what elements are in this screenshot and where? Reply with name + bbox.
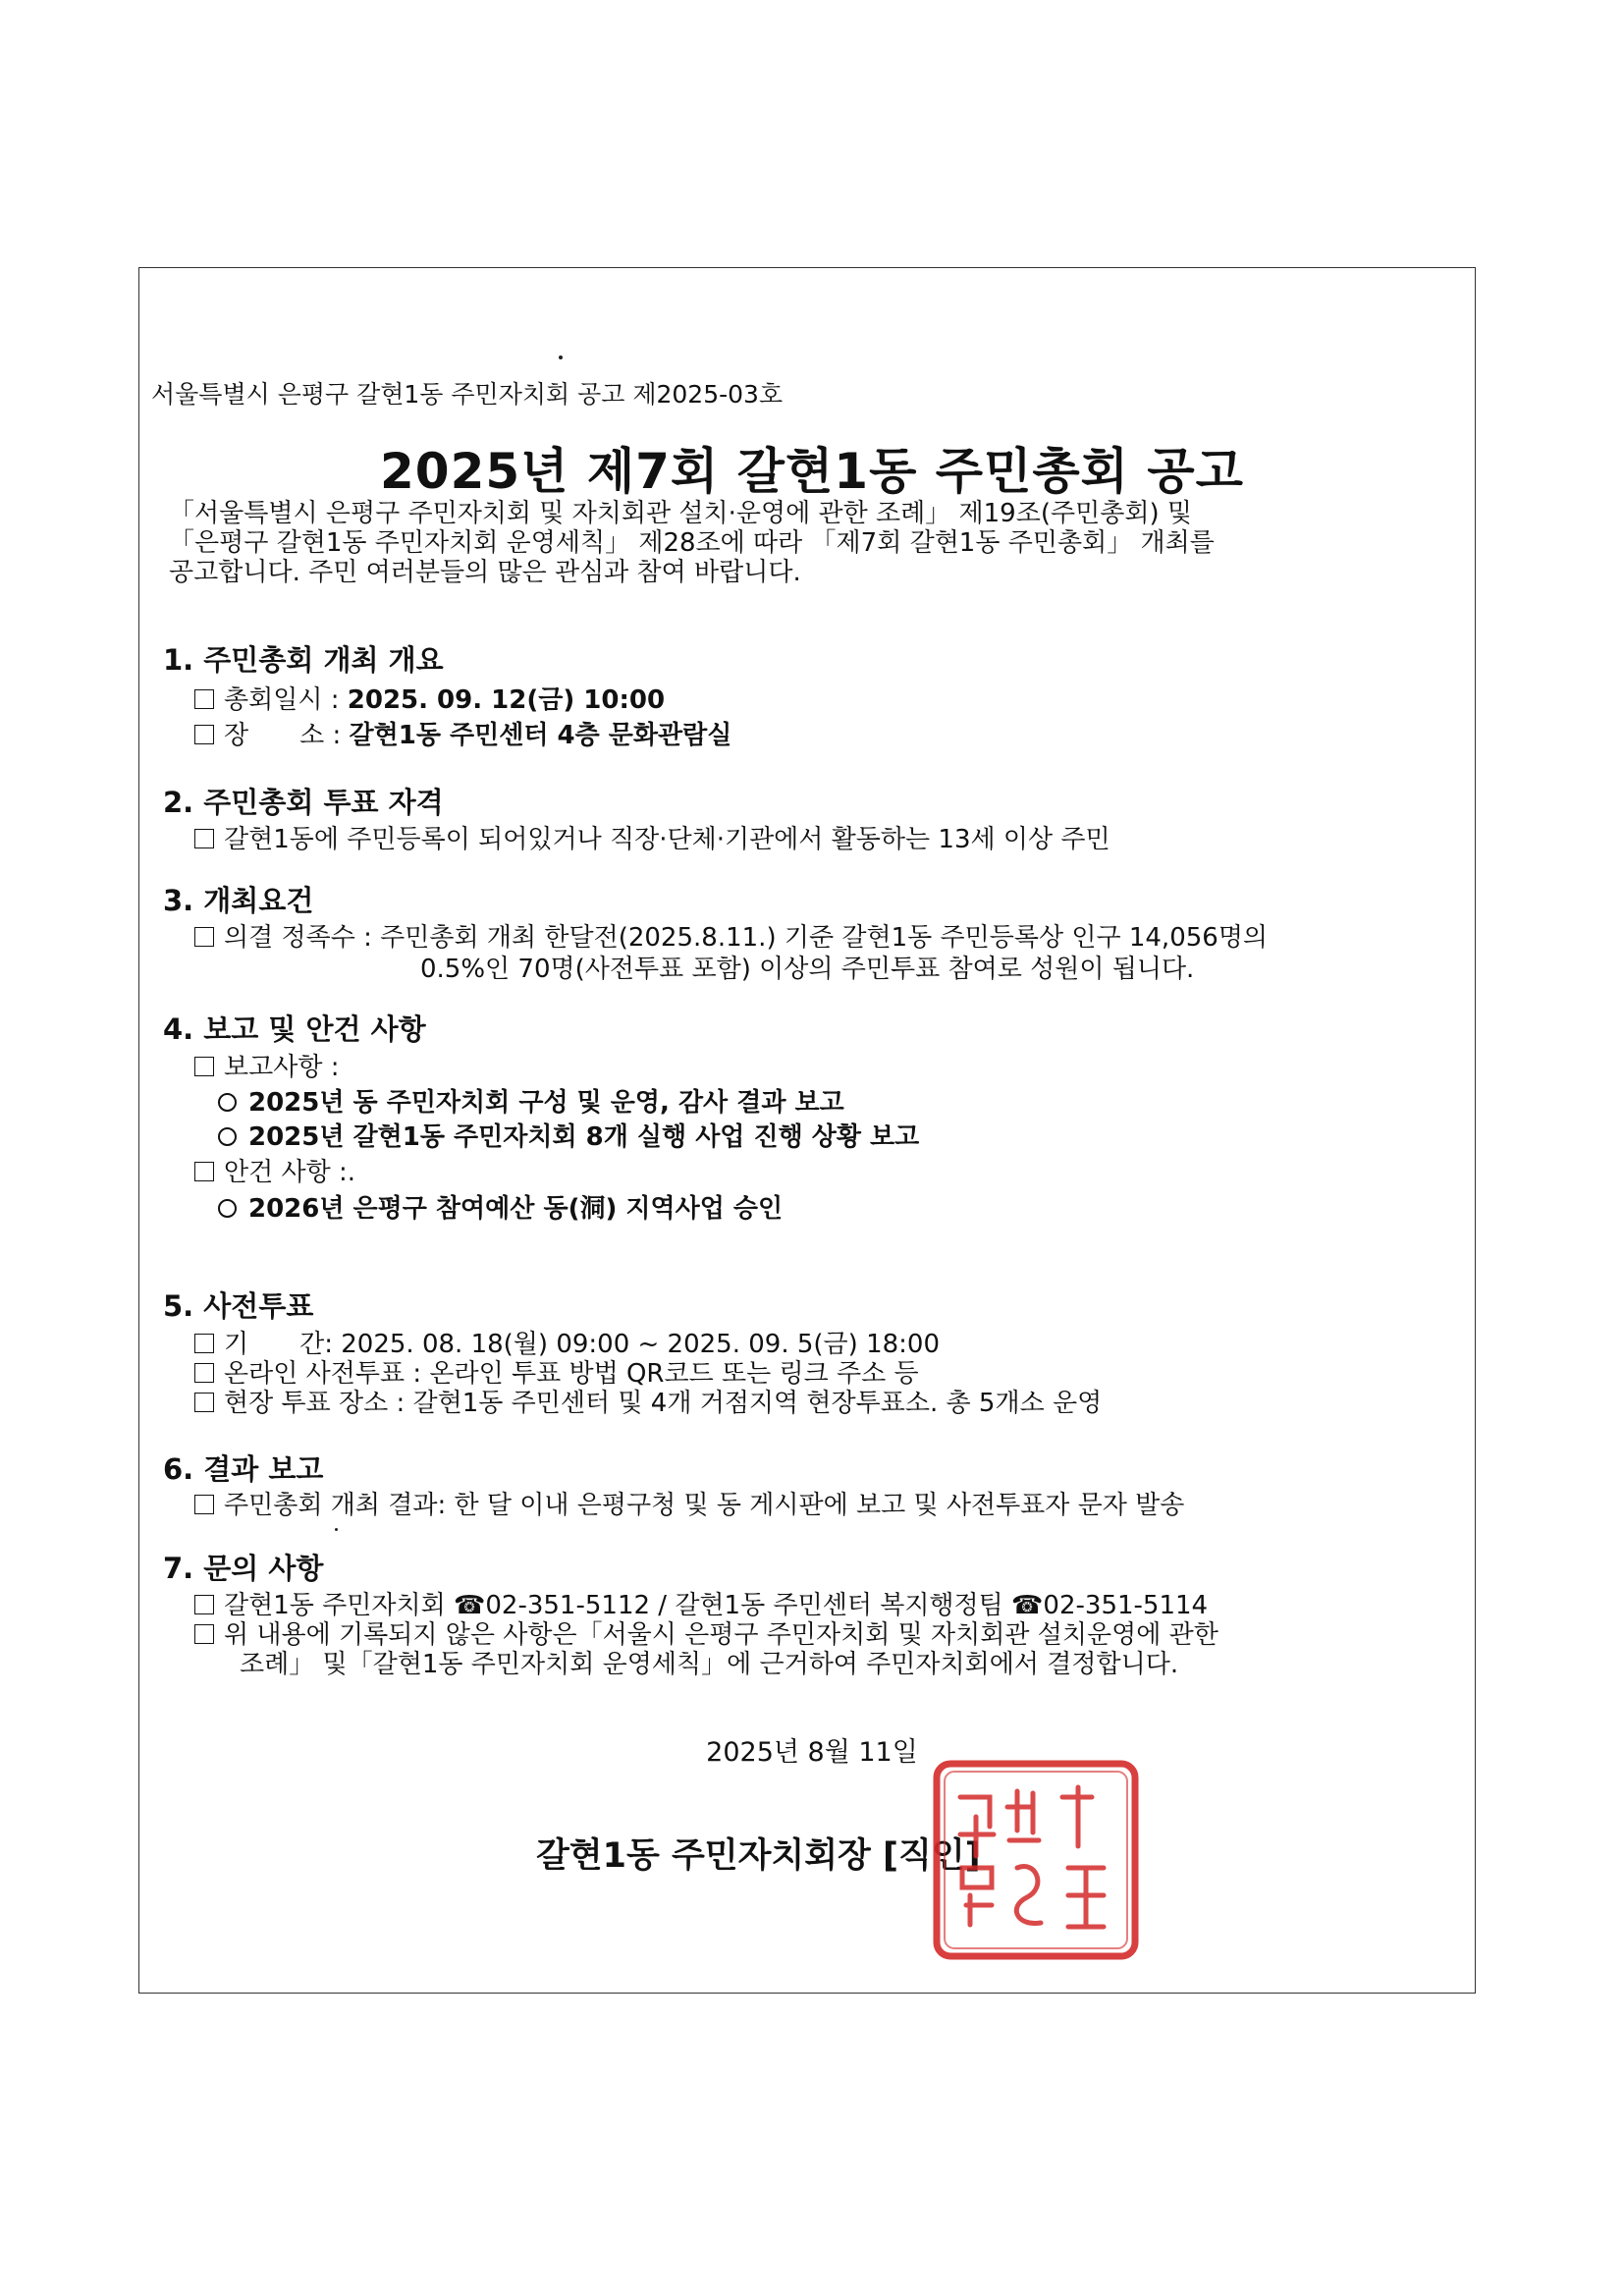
- scan-speck: [335, 1528, 338, 1531]
- signer-line: 갈현1동 주민자치회장 [직인]: [536, 1836, 981, 1876]
- section-6-heading: 6. 결과 보고: [163, 1452, 324, 1486]
- quorum-text: 의결 정족수 : 주민총회 개최 한달전(2025.8.11.) 기준 갈현1동 주민등록상 인구 14,056명의: [224, 923, 1269, 953]
- report-item: [218, 1117, 919, 1153]
- meeting-place-value: 갈현1동 주민센터 4층 문화관람실: [349, 721, 732, 750]
- note-text-continued: 조례」 및「갈현1동 주민자치회 운영세칙」에 근거하여 주민자치회에서 결정합니다.: [240, 1650, 1179, 1679]
- advance-vote-text: 현장 투표 장소 : 갈현1동 주민센터 및 4개 거점지역 현장투표소. 총 5개소 운영: [224, 1389, 1103, 1418]
- checkbox-icon: [194, 1057, 214, 1076]
- report-item-text: 2025년 동 주민자치회 구성 및 운영, 감사 결과 보고: [248, 1088, 844, 1118]
- report-label: 보고사항 :: [224, 1053, 340, 1082]
- voting-eligibility-item: [194, 819, 1110, 855]
- section-4-heading: 4. 보고 및 안건 사항: [163, 1012, 426, 1046]
- section-7-heading: 7. 문의 사항: [163, 1552, 324, 1585]
- quorum-text-continued: 0.5%인 70명(사전투표 포함) 이상의 주민투표 참여로 성원이 됩니다.: [420, 955, 1195, 984]
- checkbox-icon: [194, 1624, 214, 1644]
- scan-speck: [559, 355, 563, 359]
- result-report-text: 주민총회 개최 결과: 한 달 이내 은평구청 및 동 게시판에 보고 및 사전투표자 문자 발송: [224, 1491, 1185, 1520]
- agenda-label: 안건 사항 :.: [224, 1158, 356, 1187]
- contact-text: 갈현1동 주민자치회 ☎02-351-5112 / 갈현1동 주민센터 복지행정팀 ☎02-351-5114: [224, 1591, 1209, 1620]
- meeting-date-label: 총회일시 :: [224, 685, 340, 715]
- checkbox-icon: [194, 1334, 214, 1353]
- note-text: 위 내용에 기록되지 않은 사항은「서울시 은평구 주민자치회 및 자치회관 설치운영에 관한: [224, 1620, 1218, 1650]
- checkbox-icon: [194, 1393, 214, 1412]
- agenda-item: [218, 1188, 783, 1225]
- circle-bullet-icon: [218, 1127, 237, 1146]
- meeting-place-item: [194, 715, 731, 751]
- report-item: [218, 1082, 844, 1119]
- checkbox-icon: [194, 725, 214, 744]
- checkbox-icon: [194, 1595, 214, 1614]
- meeting-date-item: [194, 680, 665, 716]
- agenda-item-text: 2026년 은평구 참여예산 동(洞) 지역사업 승인: [248, 1194, 784, 1224]
- checkbox-icon: [194, 689, 214, 709]
- official-seal-stamp: [931, 1758, 1141, 1962]
- agenda-label-item: [194, 1152, 355, 1188]
- section-3-heading: 3. 개최요건: [163, 884, 314, 917]
- notice-date: 2025년 8월 11일: [706, 1737, 918, 1768]
- advance-vote-item: [194, 1383, 1102, 1419]
- report-item-text: 2025년 갈현1동 주민자치회 8개 실행 사업 진행 상황 보고: [248, 1122, 920, 1152]
- intro-line: 「은평구 갈현1동 주민자치회 운영세칙」 제28조에 따라 「제7회 갈현1동 주민총회」 개최를: [169, 528, 1215, 558]
- document-number: 서울특별시 은평구 갈현1동 주민자치회 공고 제2025-03호: [151, 380, 784, 409]
- advance-vote-text: 기 간: 2025. 08. 18(월) 09:00 ~ 2025. 09. 5(금) 18:00: [224, 1330, 941, 1359]
- meeting-date-value: 2025. 09. 12(금) 10:00: [347, 685, 666, 715]
- meeting-place-label: 장 소 :: [224, 721, 342, 750]
- page-title: 2025년 제7회 갈현1동 주민총회 공고: [380, 443, 1244, 500]
- checkbox-icon: [194, 829, 214, 848]
- checkbox-icon: [194, 927, 214, 947]
- section-1-heading: 1. 주민총회 개최 개요: [163, 643, 444, 677]
- checkbox-icon: [194, 1363, 214, 1383]
- intro-line: 공고합니다. 주민 여러분들의 많은 관심과 참여 바랍니다.: [169, 558, 801, 587]
- circle-bullet-icon: [218, 1093, 237, 1112]
- circle-bullet-icon: [218, 1199, 237, 1218]
- voting-eligibility-text: 갈현1동에 주민등록이 되어있거나 직장·단체·기관에서 활동하는 13세 이상 주민: [224, 825, 1110, 854]
- intro-paragraph: [169, 499, 1445, 587]
- result-report-item: [194, 1485, 1184, 1521]
- section-5-heading: 5. 사전투표: [163, 1289, 314, 1323]
- report-label-item: [194, 1047, 340, 1083]
- checkbox-icon: [194, 1495, 214, 1514]
- checkbox-icon: [194, 1162, 214, 1181]
- section-2-heading: 2. 주민총회 투표 자격: [163, 786, 444, 819]
- advance-vote-text: 온라인 사전투표 : 온라인 투표 방법 QR코드 또는 링크 주소 등: [224, 1359, 919, 1389]
- intro-line: 「서울특별시 은평구 주민자치회 및 자치회관 설치·운영에 관한 조례」 제19조(주민총회) 및: [169, 499, 1192, 528]
